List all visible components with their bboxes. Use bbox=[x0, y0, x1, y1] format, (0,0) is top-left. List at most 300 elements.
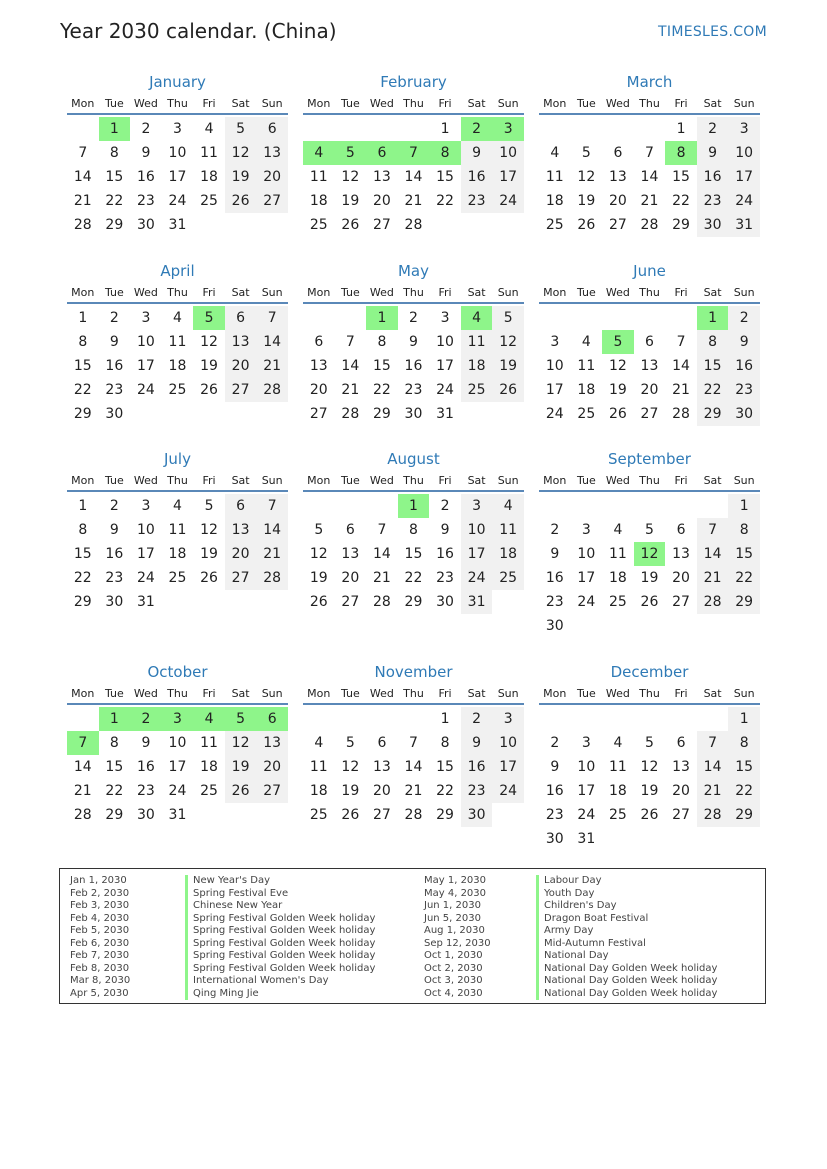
day-cell[interactable]: 4 bbox=[173, 310, 182, 326]
day-cell[interactable]: 30 bbox=[545, 831, 564, 847]
day-cell[interactable]: 26 bbox=[200, 382, 218, 398]
day-cell[interactable]: 16 bbox=[461, 165, 493, 189]
day-cell[interactable]: 11 bbox=[168, 334, 187, 350]
day-cell[interactable]: 15 bbox=[105, 759, 124, 775]
day-cell[interactable]: 12 bbox=[634, 542, 666, 566]
day-cell[interactable]: 7 bbox=[409, 735, 418, 751]
day-cell[interactable]: 1 bbox=[440, 711, 450, 727]
day-cell[interactable]: 17 bbox=[577, 570, 596, 586]
day-cell[interactable]: 27 bbox=[640, 406, 659, 422]
day-cell[interactable]: 28 bbox=[256, 566, 288, 590]
day-cell[interactable]: 1 bbox=[697, 306, 729, 330]
day-cell[interactable]: 22 bbox=[728, 566, 760, 590]
day-cell[interactable]: 18 bbox=[492, 542, 524, 566]
day-cell[interactable]: 25 bbox=[200, 783, 218, 799]
day-cell[interactable]: 15 bbox=[728, 755, 760, 779]
day-cell[interactable]: 24 bbox=[436, 382, 454, 398]
day-cell[interactable]: 19 bbox=[640, 783, 659, 799]
day-cell[interactable]: 31 bbox=[136, 594, 155, 610]
day-cell[interactable]: 18 bbox=[168, 546, 187, 562]
day-cell[interactable]: 7 bbox=[256, 306, 288, 330]
day-cell[interactable]: 23 bbox=[545, 594, 564, 610]
day-cell[interactable]: 16 bbox=[136, 759, 155, 775]
day-cell[interactable]: 7 bbox=[377, 522, 387, 538]
day-cell[interactable]: 8 bbox=[78, 334, 88, 350]
day-cell[interactable]: 26 bbox=[640, 594, 659, 610]
day-cell[interactable]: 26 bbox=[608, 406, 627, 422]
day-cell[interactable]: 24 bbox=[728, 189, 760, 213]
day-cell[interactable]: 28 bbox=[697, 590, 729, 614]
day-cell[interactable]: 7 bbox=[697, 518, 729, 542]
day-cell[interactable]: 21 bbox=[697, 566, 729, 590]
day-cell[interactable]: 24 bbox=[168, 193, 187, 209]
day-cell[interactable]: 2 bbox=[697, 117, 729, 141]
day-cell[interactable]: 22 bbox=[697, 378, 729, 402]
day-cell[interactable]: 24 bbox=[492, 779, 524, 803]
day-cell[interactable]: 28 bbox=[73, 807, 92, 823]
day-cell[interactable]: 9 bbox=[461, 731, 493, 755]
day-cell[interactable]: 11 bbox=[577, 358, 596, 374]
day-cell[interactable]: 28 bbox=[404, 217, 423, 233]
day-cell[interactable]: 6 bbox=[377, 735, 387, 751]
day-cell[interactable]: 13 bbox=[372, 169, 391, 185]
day-cell[interactable]: 23 bbox=[404, 382, 423, 398]
day-cell[interactable]: 26 bbox=[200, 570, 218, 586]
day-cell[interactable]: 5 bbox=[225, 707, 257, 731]
day-cell[interactable]: 13 bbox=[256, 731, 288, 755]
day-cell[interactable]: 31 bbox=[168, 217, 187, 233]
day-cell[interactable]: 29 bbox=[404, 594, 423, 610]
day-cell[interactable]: 3 bbox=[492, 117, 524, 141]
day-cell[interactable]: 14 bbox=[672, 358, 690, 374]
day-cell[interactable]: 22 bbox=[73, 382, 92, 398]
day-cell[interactable]: 14 bbox=[341, 358, 360, 374]
day-cell[interactable]: 15 bbox=[672, 169, 690, 185]
day-cell[interactable]: 6 bbox=[225, 306, 257, 330]
day-cell[interactable]: 21 bbox=[640, 193, 659, 209]
day-cell[interactable]: 17 bbox=[136, 546, 155, 562]
day-cell[interactable]: 21 bbox=[697, 779, 729, 803]
day-cell[interactable]: 18 bbox=[461, 354, 493, 378]
day-cell[interactable]: 28 bbox=[372, 594, 391, 610]
day-cell[interactable]: 17 bbox=[492, 165, 524, 189]
day-cell[interactable]: 9 bbox=[550, 759, 560, 775]
day-cell[interactable]: 30 bbox=[105, 594, 124, 610]
day-cell[interactable]: 24 bbox=[136, 570, 155, 586]
day-cell[interactable]: 18 bbox=[200, 759, 218, 775]
day-cell[interactable]: 2 bbox=[409, 310, 418, 326]
day-cell[interactable]: 31 bbox=[461, 590, 493, 614]
day-cell[interactable]: 20 bbox=[372, 783, 391, 799]
day-cell[interactable]: 26 bbox=[640, 807, 659, 823]
day-cell[interactable]: 9 bbox=[109, 334, 119, 350]
day-cell[interactable]: 30 bbox=[728, 402, 760, 426]
day-cell[interactable]: 2 bbox=[109, 498, 119, 514]
day-cell[interactable]: 11 bbox=[492, 518, 524, 542]
day-cell[interactable]: 14 bbox=[256, 330, 288, 354]
day-cell[interactable]: 10 bbox=[136, 334, 155, 350]
day-cell[interactable]: 6 bbox=[366, 141, 398, 165]
day-cell[interactable]: 20 bbox=[256, 165, 288, 189]
day-cell[interactable]: 7 bbox=[676, 334, 686, 350]
day-cell[interactable]: 10 bbox=[168, 735, 187, 751]
day-cell[interactable]: 13 bbox=[309, 358, 328, 374]
day-cell[interactable]: 18 bbox=[309, 783, 328, 799]
day-cell[interactable]: 19 bbox=[200, 358, 218, 374]
day-cell[interactable]: 20 bbox=[640, 382, 659, 398]
day-cell[interactable]: 10 bbox=[577, 759, 596, 775]
day-cell[interactable]: 5 bbox=[645, 735, 654, 751]
day-cell[interactable]: 16 bbox=[545, 570, 564, 586]
day-cell[interactable]: 7 bbox=[697, 731, 729, 755]
day-cell[interactable]: 18 bbox=[608, 783, 627, 799]
day-cell[interactable]: 9 bbox=[440, 522, 450, 538]
day-cell[interactable]: 16 bbox=[461, 755, 493, 779]
day-cell[interactable]: 14 bbox=[697, 542, 729, 566]
day-cell[interactable]: 7 bbox=[256, 494, 288, 518]
day-cell[interactable]: 1 bbox=[99, 707, 131, 731]
day-cell[interactable]: 10 bbox=[577, 546, 596, 562]
day-cell[interactable]: 2 bbox=[440, 498, 450, 514]
day-cell[interactable]: 28 bbox=[404, 807, 423, 823]
day-cell[interactable]: 16 bbox=[697, 165, 729, 189]
day-cell[interactable]: 11 bbox=[309, 169, 328, 185]
day-cell[interactable]: 15 bbox=[436, 169, 454, 185]
day-cell[interactable]: 11 bbox=[200, 145, 218, 161]
day-cell[interactable]: 3 bbox=[461, 494, 493, 518]
brand-link[interactable]: TIMESLES.COM bbox=[658, 24, 767, 40]
day-cell[interactable]: 11 bbox=[309, 759, 328, 775]
day-cell[interactable]: 18 bbox=[309, 193, 328, 209]
day-cell[interactable]: 31 bbox=[728, 213, 760, 237]
day-cell[interactable]: 25 bbox=[200, 193, 218, 209]
day-cell[interactable]: 22 bbox=[105, 783, 124, 799]
day-cell[interactable]: 25 bbox=[577, 406, 596, 422]
day-cell[interactable]: 19 bbox=[608, 382, 627, 398]
day-cell[interactable]: 6 bbox=[225, 494, 257, 518]
day-cell[interactable]: 21 bbox=[404, 783, 423, 799]
day-cell[interactable]: 15 bbox=[372, 358, 391, 374]
day-cell[interactable]: 18 bbox=[200, 169, 218, 185]
day-cell[interactable]: 8 bbox=[728, 731, 760, 755]
day-cell[interactable]: 25 bbox=[461, 378, 493, 402]
day-cell[interactable]: 3 bbox=[492, 707, 524, 731]
day-cell[interactable]: 24 bbox=[545, 406, 564, 422]
day-cell[interactable]: 1 bbox=[728, 494, 760, 518]
day-cell[interactable]: 2 bbox=[461, 707, 493, 731]
day-cell[interactable]: 7 bbox=[67, 731, 99, 755]
day-cell[interactable]: 19 bbox=[225, 165, 257, 189]
day-cell[interactable]: 6 bbox=[256, 117, 288, 141]
day-cell[interactable]: 21 bbox=[404, 193, 423, 209]
day-cell[interactable]: 29 bbox=[105, 217, 124, 233]
day-cell[interactable]: 10 bbox=[492, 141, 524, 165]
day-cell[interactable]: 23 bbox=[105, 382, 124, 398]
day-cell[interactable]: 12 bbox=[640, 759, 659, 775]
day-cell[interactable]: 9 bbox=[141, 735, 151, 751]
day-cell[interactable]: 5 bbox=[193, 306, 225, 330]
day-cell[interactable]: 12 bbox=[577, 169, 596, 185]
day-cell[interactable]: 13 bbox=[225, 518, 257, 542]
day-cell[interactable]: 12 bbox=[492, 330, 524, 354]
day-cell[interactable]: 26 bbox=[577, 217, 596, 233]
day-cell[interactable]: 12 bbox=[341, 759, 360, 775]
day-cell[interactable]: 13 bbox=[672, 759, 690, 775]
day-cell[interactable]: 17 bbox=[168, 169, 187, 185]
day-cell[interactable]: 24 bbox=[136, 382, 155, 398]
day-cell[interactable]: 3 bbox=[550, 334, 560, 350]
day-cell[interactable]: 8 bbox=[728, 518, 760, 542]
day-cell[interactable]: 1 bbox=[398, 494, 430, 518]
day-cell[interactable]: 20 bbox=[672, 570, 690, 586]
day-cell[interactable]: 29 bbox=[436, 807, 454, 823]
day-cell[interactable]: 9 bbox=[409, 334, 418, 350]
day-cell[interactable]: 13 bbox=[341, 546, 360, 562]
day-cell[interactable]: 14 bbox=[372, 546, 391, 562]
day-cell[interactable]: 22 bbox=[672, 193, 690, 209]
day-cell[interactable]: 21 bbox=[73, 783, 92, 799]
day-cell[interactable]: 1 bbox=[440, 121, 450, 137]
day-cell[interactable]: 13 bbox=[256, 141, 288, 165]
day-cell[interactable]: 17 bbox=[728, 165, 760, 189]
day-cell[interactable]: 8 bbox=[440, 735, 450, 751]
day-cell[interactable]: 29 bbox=[73, 406, 92, 422]
day-cell[interactable]: 15 bbox=[73, 546, 92, 562]
day-cell[interactable]: 22 bbox=[436, 783, 454, 799]
day-cell[interactable]: 20 bbox=[225, 542, 257, 566]
day-cell[interactable]: 1 bbox=[728, 707, 760, 731]
day-cell[interactable]: 2 bbox=[130, 707, 162, 731]
day-cell[interactable]: 14 bbox=[256, 518, 288, 542]
day-cell[interactable]: 4 bbox=[314, 735, 324, 751]
day-cell[interactable]: 4 bbox=[581, 334, 591, 350]
day-cell[interactable]: 5 bbox=[314, 522, 324, 538]
day-cell[interactable]: 27 bbox=[372, 217, 391, 233]
day-cell[interactable]: 22 bbox=[404, 570, 423, 586]
day-cell[interactable]: 9 bbox=[141, 145, 151, 161]
day-cell[interactable]: 28 bbox=[697, 803, 729, 827]
day-cell[interactable]: 1 bbox=[78, 498, 88, 514]
day-cell[interactable]: 21 bbox=[341, 382, 360, 398]
day-cell[interactable]: 21 bbox=[256, 542, 288, 566]
day-cell[interactable]: 16 bbox=[404, 358, 423, 374]
day-cell[interactable]: 24 bbox=[492, 189, 524, 213]
day-cell[interactable]: 5 bbox=[581, 145, 591, 161]
day-cell[interactable]: 20 bbox=[309, 382, 328, 398]
day-cell[interactable]: 19 bbox=[640, 570, 659, 586]
day-cell[interactable]: 8 bbox=[429, 141, 461, 165]
day-cell[interactable]: 27 bbox=[225, 378, 257, 402]
day-cell[interactable]: 4 bbox=[303, 141, 335, 165]
day-cell[interactable]: 10 bbox=[136, 522, 155, 538]
day-cell[interactable]: 24 bbox=[461, 566, 493, 590]
day-cell[interactable]: 20 bbox=[225, 354, 257, 378]
day-cell[interactable]: 8 bbox=[697, 330, 729, 354]
day-cell[interactable]: 30 bbox=[136, 807, 155, 823]
day-cell[interactable]: 29 bbox=[672, 217, 690, 233]
day-cell[interactable]: 5 bbox=[492, 306, 524, 330]
day-cell[interactable]: 20 bbox=[256, 755, 288, 779]
day-cell[interactable]: 29 bbox=[372, 406, 391, 422]
day-cell[interactable]: 24 bbox=[168, 783, 187, 799]
day-cell[interactable]: 2 bbox=[550, 522, 560, 538]
day-cell[interactable]: 8 bbox=[109, 145, 119, 161]
day-cell[interactable]: 4 bbox=[173, 498, 182, 514]
day-cell[interactable]: 27 bbox=[225, 566, 257, 590]
day-cell[interactable]: 27 bbox=[672, 594, 690, 610]
day-cell[interactable]: 25 bbox=[309, 807, 328, 823]
day-cell[interactable]: 25 bbox=[545, 217, 564, 233]
day-cell[interactable]: 14 bbox=[640, 169, 659, 185]
day-cell[interactable]: 22 bbox=[728, 779, 760, 803]
day-cell[interactable]: 17 bbox=[136, 358, 155, 374]
day-cell[interactable]: 27 bbox=[309, 406, 328, 422]
day-cell[interactable]: 15 bbox=[404, 546, 423, 562]
day-cell[interactable]: 3 bbox=[440, 310, 450, 326]
day-cell[interactable]: 19 bbox=[341, 783, 360, 799]
day-cell[interactable]: 28 bbox=[73, 217, 92, 233]
day-cell[interactable]: 8 bbox=[665, 141, 697, 165]
day-cell[interactable]: 8 bbox=[78, 522, 88, 538]
day-cell[interactable]: 14 bbox=[73, 759, 92, 775]
day-cell[interactable]: 8 bbox=[409, 522, 418, 538]
day-cell[interactable]: 19 bbox=[309, 570, 328, 586]
day-cell[interactable]: 15 bbox=[697, 354, 729, 378]
day-cell[interactable]: 13 bbox=[608, 169, 627, 185]
day-cell[interactable]: 13 bbox=[640, 358, 659, 374]
day-cell[interactable]: 17 bbox=[436, 358, 454, 374]
day-cell[interactable]: 4 bbox=[492, 494, 524, 518]
day-cell[interactable]: 15 bbox=[728, 542, 760, 566]
day-cell[interactable]: 8 bbox=[377, 334, 387, 350]
day-cell[interactable]: 16 bbox=[728, 354, 760, 378]
day-cell[interactable]: 23 bbox=[136, 193, 155, 209]
day-cell[interactable]: 30 bbox=[697, 213, 729, 237]
day-cell[interactable]: 30 bbox=[136, 217, 155, 233]
day-cell[interactable]: 3 bbox=[141, 310, 151, 326]
day-cell[interactable]: 20 bbox=[608, 193, 627, 209]
day-cell[interactable]: 10 bbox=[492, 731, 524, 755]
day-cell[interactable]: 6 bbox=[256, 707, 288, 731]
day-cell[interactable]: 7 bbox=[645, 145, 654, 161]
day-cell[interactable]: 12 bbox=[225, 731, 257, 755]
day-cell[interactable]: 20 bbox=[341, 570, 360, 586]
day-cell[interactable]: 25 bbox=[608, 807, 627, 823]
day-cell[interactable]: 3 bbox=[141, 498, 151, 514]
day-cell[interactable]: 22 bbox=[73, 570, 92, 586]
day-cell[interactable]: 20 bbox=[672, 783, 690, 799]
day-cell[interactable]: 1 bbox=[676, 121, 686, 137]
day-cell[interactable]: 4 bbox=[193, 707, 225, 731]
day-cell[interactable]: 22 bbox=[372, 382, 391, 398]
day-cell[interactable]: 3 bbox=[728, 117, 760, 141]
day-cell[interactable]: 29 bbox=[728, 803, 760, 827]
day-cell[interactable]: 5 bbox=[345, 735, 355, 751]
day-cell[interactable]: 6 bbox=[645, 334, 654, 350]
day-cell[interactable]: 28 bbox=[256, 378, 288, 402]
day-cell[interactable]: 25 bbox=[309, 217, 328, 233]
day-cell[interactable]: 12 bbox=[309, 546, 328, 562]
day-cell[interactable]: 26 bbox=[341, 217, 360, 233]
day-cell[interactable]: 26 bbox=[492, 378, 524, 402]
day-cell[interactable]: 7 bbox=[78, 145, 88, 161]
day-cell[interactable]: 26 bbox=[309, 594, 328, 610]
day-cell[interactable]: 10 bbox=[168, 145, 187, 161]
day-cell[interactable]: 29 bbox=[105, 807, 124, 823]
day-cell[interactable]: 5 bbox=[204, 498, 214, 514]
day-cell[interactable]: 6 bbox=[613, 145, 623, 161]
day-cell[interactable]: 29 bbox=[728, 590, 760, 614]
day-cell[interactable]: 18 bbox=[545, 193, 564, 209]
day-cell[interactable]: 16 bbox=[105, 546, 124, 562]
day-cell[interactable]: 11 bbox=[545, 169, 564, 185]
day-cell[interactable]: 14 bbox=[404, 169, 423, 185]
day-cell[interactable]: 19 bbox=[225, 755, 257, 779]
day-cell[interactable]: 14 bbox=[73, 169, 92, 185]
day-cell[interactable]: 8 bbox=[109, 735, 119, 751]
day-cell[interactable]: 21 bbox=[256, 354, 288, 378]
day-cell[interactable]: 30 bbox=[404, 406, 423, 422]
day-cell[interactable]: 23 bbox=[136, 783, 155, 799]
day-cell[interactable]: 9 bbox=[697, 141, 729, 165]
day-cell[interactable]: 11 bbox=[168, 522, 187, 538]
day-cell[interactable]: 17 bbox=[492, 755, 524, 779]
day-cell[interactable]: 21 bbox=[372, 570, 391, 586]
day-cell[interactable]: 31 bbox=[436, 406, 454, 422]
day-cell[interactable]: 13 bbox=[672, 546, 690, 562]
day-cell[interactable]: 4 bbox=[550, 145, 560, 161]
day-cell[interactable]: 23 bbox=[436, 570, 454, 586]
day-cell[interactable]: 3 bbox=[162, 707, 194, 731]
day-cell[interactable]: 6 bbox=[676, 522, 686, 538]
day-cell[interactable]: 23 bbox=[461, 779, 493, 803]
day-cell[interactable]: 12 bbox=[341, 169, 360, 185]
day-cell[interactable]: 15 bbox=[105, 169, 124, 185]
day-cell[interactable]: 13 bbox=[372, 759, 391, 775]
day-cell[interactable]: 7 bbox=[398, 141, 430, 165]
day-cell[interactable]: 22 bbox=[436, 193, 454, 209]
day-cell[interactable]: 21 bbox=[73, 193, 92, 209]
day-cell[interactable]: 17 bbox=[545, 382, 564, 398]
day-cell[interactable]: 22 bbox=[105, 193, 124, 209]
day-cell[interactable]: 31 bbox=[168, 807, 187, 823]
day-cell[interactable]: 10 bbox=[545, 358, 564, 374]
day-cell[interactable]: 27 bbox=[608, 217, 627, 233]
day-cell[interactable]: 9 bbox=[109, 522, 119, 538]
day-cell[interactable]: 2 bbox=[728, 306, 760, 330]
day-cell[interactable]: 13 bbox=[225, 330, 257, 354]
day-cell[interactable]: 28 bbox=[640, 217, 659, 233]
day-cell[interactable]: 16 bbox=[545, 783, 564, 799]
day-cell[interactable]: 17 bbox=[168, 759, 187, 775]
day-cell[interactable]: 3 bbox=[581, 522, 591, 538]
day-cell[interactable]: 5 bbox=[225, 117, 257, 141]
day-cell[interactable]: 19 bbox=[577, 193, 596, 209]
day-cell[interactable]: 30 bbox=[105, 406, 124, 422]
day-cell[interactable]: 18 bbox=[577, 382, 596, 398]
day-cell[interactable]: 12 bbox=[608, 358, 627, 374]
day-cell[interactable]: 10 bbox=[728, 141, 760, 165]
day-cell[interactable]: 18 bbox=[608, 570, 627, 586]
day-cell[interactable]: 9 bbox=[728, 330, 760, 354]
day-cell[interactable]: 6 bbox=[676, 735, 686, 751]
day-cell[interactable]: 23 bbox=[105, 570, 124, 586]
day-cell[interactable]: 19 bbox=[341, 193, 360, 209]
day-cell[interactable]: 2 bbox=[141, 121, 151, 137]
day-cell[interactable]: 1 bbox=[99, 117, 131, 141]
day-cell[interactable]: 2 bbox=[550, 735, 560, 751]
day-cell[interactable]: 30 bbox=[545, 618, 564, 634]
